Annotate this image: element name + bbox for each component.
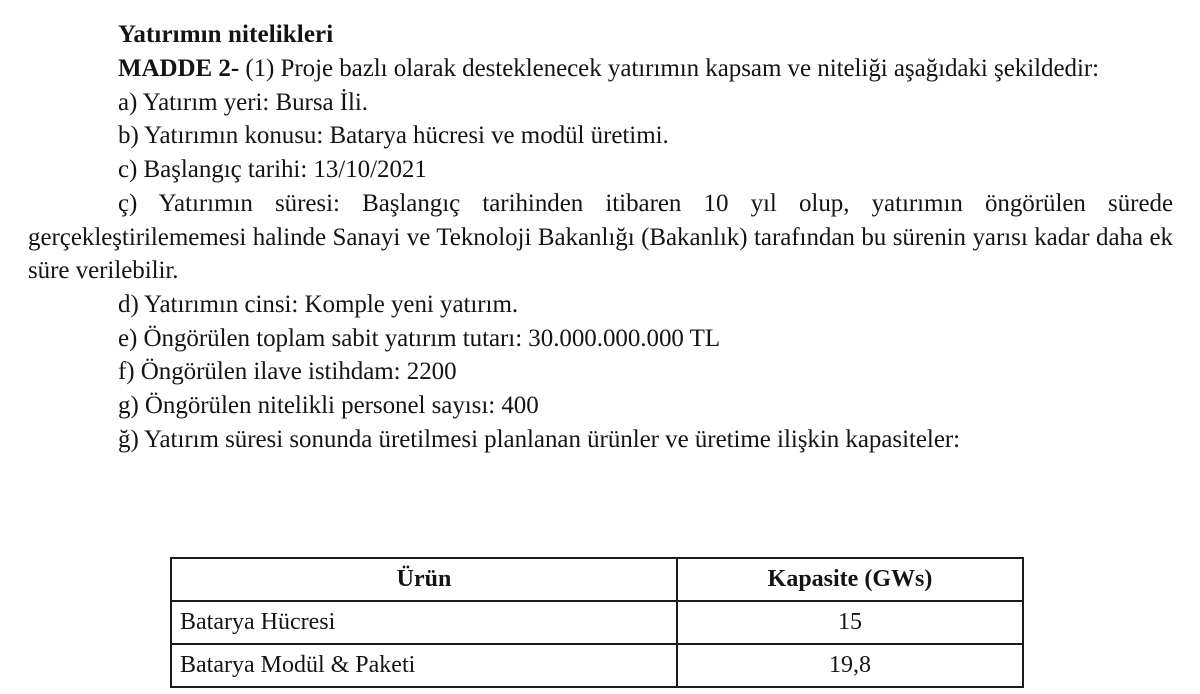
column-header-capacity: Kapasite (GWs) [677,558,1023,601]
table-row [171,644,1023,687]
cell-product: Batarya Modül & Paketi [171,644,677,687]
cell-product: Batarya Hücresi [171,601,677,644]
list-item-g: g) Öngörülen nitelikli personel sayısı: 400 [118,392,539,420]
article-text: (1) Proje bazlı olarak desteklenecek yatırımın kapsam ve niteliği aşağıdaki şekildedir: [245,55,1100,82]
article-paragraph [28,52,1173,86]
list-item-a: a) Yatırım yeri: Bursa İli. [118,88,369,116]
list-item-c-cedilla: ç) Yatırımın süresi: Başlangıç tarihinden itibaren 10 yıl olup, yatırımın öngörülen sürede gerçekleştirilememesi halinde Sanayi ve Teknoloji Bakanlığı (Bakanlık) tarafından bu sürenin yarısı kadar daha ek süre verilebilir. [28,190,1173,285]
list-item-g-breve: ğ) Yatırım süresi sonunda üretilmesi planlanan ürünler ve üretime ilişkin kapasiteler: [118,426,961,454]
article-label: MADDE 2- [118,55,240,82]
cell-capacity: 15 [677,601,1023,644]
cell-capacity: 19,8 [677,644,1023,687]
table-header-row [171,558,1023,601]
list-item-f: f) Öngörülen ilave istihdam: 2200 [118,358,457,386]
capacity-table [170,557,1024,688]
document-body [28,18,1173,457]
list-item-d: d) Yatırımın cinsi: Komple yeni yatırım. [118,290,519,318]
list-item-e: e) Öngörülen toplam sabit yatırım tutarı: 30.000.000.000 TL [118,324,721,352]
capacity-table-wrapper [170,557,1022,688]
list-item-c: c) Başlangıç tarihi: 13/10/2021 [118,156,427,184]
column-header-product: Ürün [171,558,677,601]
section-heading: Yatırımın nitelikleri [118,21,334,48]
list-item-b: b) Yatırımın konusu: Batarya hücresi ve modül üretimi. [118,122,669,150]
table-row [171,601,1023,644]
